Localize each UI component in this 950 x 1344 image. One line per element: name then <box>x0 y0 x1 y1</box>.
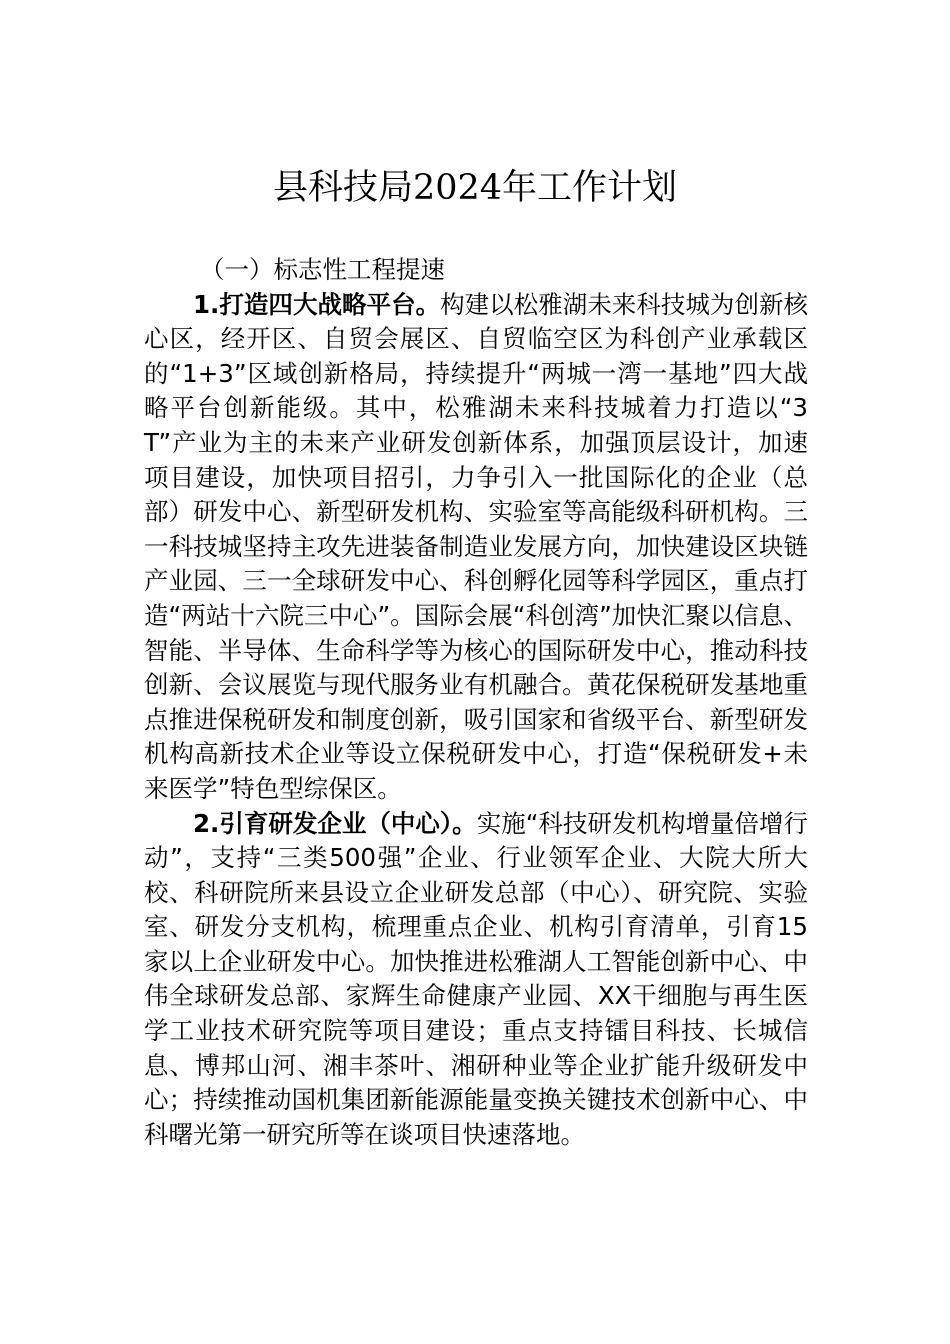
paragraph-body: 实施“科技研发机构增量倍增行动”，支持“三类500强”企业、行业领军企业、大院大所大校、科研院所来县设立企业研发总部（中心）、研究院、实验室、研发分支机构，梳理重点企业、机构引育清单，引育15家以上企业研发中心。加快推进松雅湖人工智能创新中心、中伟全球研发总部、家辉生命健康产业园、XX干细胞与再生医学工业技术研究院等项目建设；重点支持镭目科技、长城信息、博邦山河、湘丰茶叶、湘研种业等企业扩能升级研发中心；持续推动国机集团新能源能量变换关键技术创新中心、中科曙光第一研究所等在谈项目快速落地。 <box>144 808 808 1149</box>
document-body <box>144 253 808 1152</box>
paragraph-rd-enterprises <box>144 807 808 1153</box>
document-title: 县科技局2024年工作计划 <box>272 168 678 208</box>
section-heading: （一）标志性工程提速 <box>200 255 445 284</box>
paragraph-strategic-platforms <box>144 288 808 807</box>
paragraph-lead: 2.引育研发企业（中心）。 <box>193 808 477 838</box>
paragraph-body: 构建以松雅湖未来科技城为创新核心区，经开区、自贸会展区、自贸临空区为科创产业承载区的“1+3”区域创新格局，持续提升“两城一湾一基地”四大战略平台创新能级。其中，松雅湖未来科技城着力打造以“3T”产业为主的未来产业研发创新体系，加强顶层设计，加速项目建设，加快项目招引，力争引入一批国际化的企业（总部）研发中心、新型研发机构、实验室等高能级科研机构。三一科技城坚持主攻先进装备制造业发展方向，加快建设区块链产业园、三一全球研发中心、科创孵化园等科学园区，重点打造“两站十六院三中心”。国际会展“科创湾”加快汇聚以信息、智能、半导体、生命科学等为核心的国际研发中心，推动科技创新、会议展览与现代服务业有机融合。黄花保税研发基地重点推进保税研发和制度创新，吸引国家和省级平台、新型研发机构高新技术企业等设立保税研发中心，打造“保税研发+未来医学”特色型综保区。 <box>144 289 808 803</box>
paragraph-lead: 1.打造四大战略平台。 <box>193 289 441 319</box>
